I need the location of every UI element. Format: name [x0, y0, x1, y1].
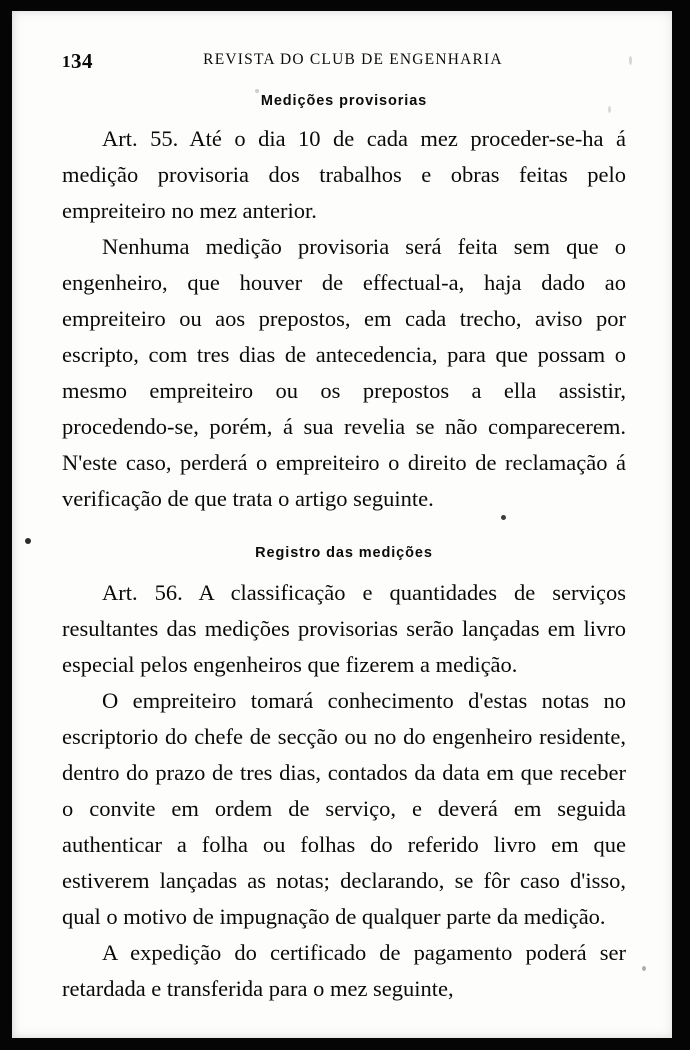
paragraph-nenhuma-medicao: Nenhuma medição provisoria será feita sem que o engenheiro, que houver de effectual-a, haja dado ao empreiteiro ou aos prepostos, em cada trecho, aviso por escripto, com tres dias de antecedencia, para que possam o mesmo empreiteiro ou os prepostos a ella assistir, procedendo-se, porém, á sua revelia se não comparecerem. N'este caso, perderá o empreiteiro o direito de reclamação á verificação de que trata o artigo seguinte.	[62, 234, 626, 511]
paragraph-art-55: Art. 55. Até o dia 10 de cada mez proceder-se-ha á medição provisoria dos trabalhos e obras feitas pelo empreiteiro no mez anterior.	[62, 126, 626, 223]
section-heading-registro-das-medicoes: Registro das medições	[255, 545, 433, 561]
heading-spacer	[62, 517, 626, 545]
running-header	[12, 49, 672, 75]
paragraph-art-56: Art. 56. A classificação e quantidades de serviços resultantes das medições provisorias serão lançadas em livro especial pelos engenheiros que fizerem a medição.	[62, 580, 626, 677]
ink-speck	[25, 538, 31, 544]
paragraph-o-empreiteiro: O empreiteiro tomará conhecimento d'estas notas no escriptorio do chefe de secção ou no do engenheiro residente, dentro do prazo de tres dias, contados da data em que receber o convite em ordem de serviço, e deverá em seguida authenticar a folha ou folhas do referido livro em que estiverem lançadas as notas; declarando, se fôr caso d'isso, qual o motivo de impugnação de qualquer parte da medição.	[62, 688, 626, 929]
section-heading-medicoes-provisorias: Medições provisorias	[260, 93, 428, 109]
page-sheet	[12, 11, 672, 1038]
ink-speck	[642, 966, 646, 971]
page-number-leading-digit: 1	[62, 52, 71, 71]
text-column	[62, 87, 626, 1007]
page-number-rest: 34	[71, 49, 93, 73]
paragraph-a-expedicao: A expedição do certificado de pagamento poderá ser retardada e transferida para o mez seguinte,	[62, 940, 626, 1001]
running-title: REVISTA DO CLUB DE ENGENHARIA	[203, 51, 503, 68]
heading-spacer-lower	[62, 561, 626, 575]
